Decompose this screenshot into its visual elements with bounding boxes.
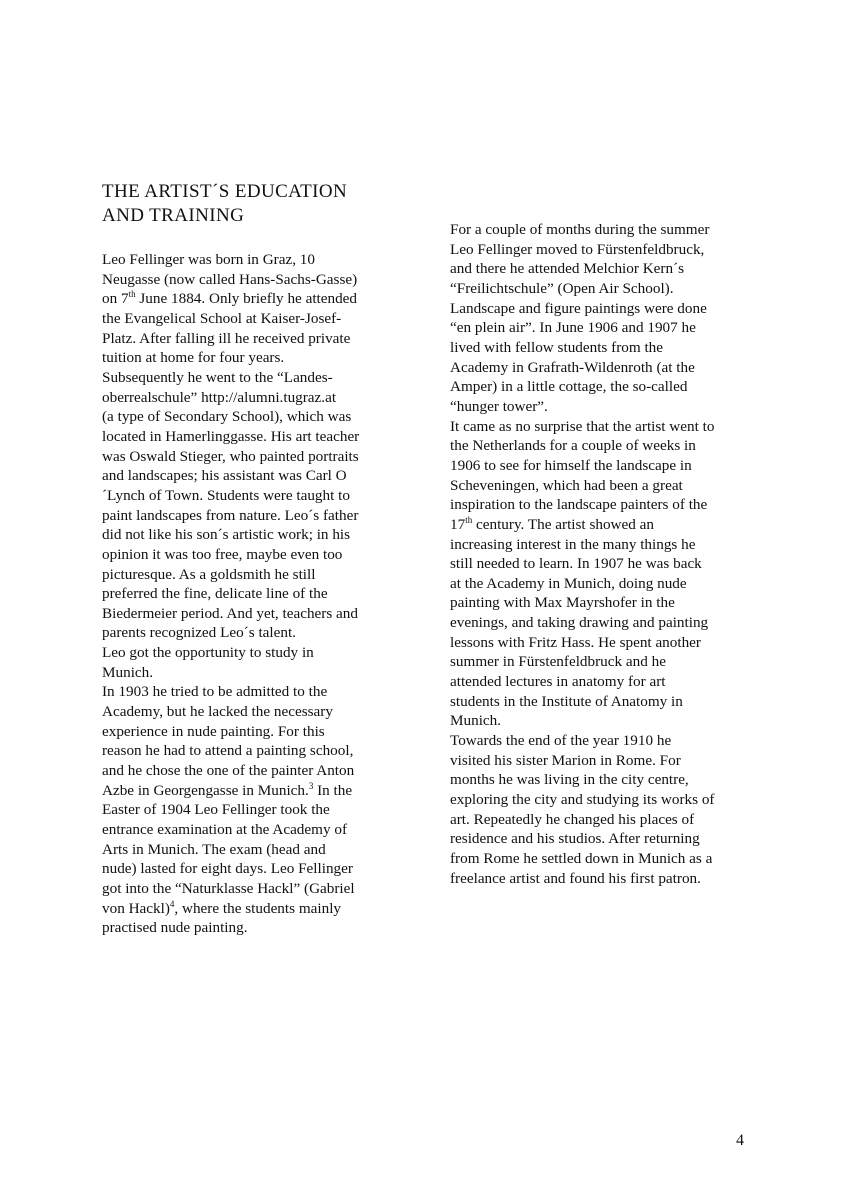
text-run: century. The artist showed an: [472, 515, 654, 533]
text-line: [450, 790, 756, 810]
text-run: Munich.: [450, 712, 502, 730]
text-line: [102, 859, 398, 879]
text-line: [450, 397, 756, 417]
text-run: In the: [313, 781, 353, 799]
text-line: [450, 299, 756, 319]
text-run: the Evangelical School at Kaiser-Josef-: [102, 309, 342, 327]
text-line: [450, 318, 756, 338]
text-line: [102, 800, 398, 820]
text-run: freelance artist and found his first patron.: [450, 869, 701, 887]
superscript: 4: [169, 898, 175, 909]
text-line: [102, 663, 398, 683]
text-line: [450, 476, 756, 496]
heading-line: AND TRAINING: [102, 205, 245, 226]
text-run: experience in nude painting. For this: [102, 722, 325, 740]
text-run: got into the “Naturklasse Hackl” (Gabriel: [102, 880, 355, 897]
text-line: [450, 731, 756, 751]
text-run: students in the Institute of Anatomy in: [450, 692, 683, 710]
text-line: [102, 407, 398, 427]
text-run: was Oswald Stieger, who painted portraits: [102, 447, 359, 465]
heading-line: THE ARTIST´S EDUCATION: [102, 181, 348, 202]
text-run: and he chose the one of the painter Anton: [102, 762, 355, 780]
text-run: entrance examination at the Academy of: [102, 821, 348, 839]
text-run: Amper) in a little cottage, the so-called: [450, 378, 688, 396]
text-line: [102, 506, 398, 526]
text-line: [102, 840, 398, 860]
text-line: [450, 593, 756, 613]
text-line: [102, 447, 398, 467]
text-line: [450, 554, 756, 574]
text-run: lessons with Fritz Hass. He spent another: [450, 633, 701, 651]
text-line: [102, 702, 398, 722]
text-run: the Netherlands for a couple of weeks in: [450, 437, 696, 455]
text-run: residence and his studios. After returning: [450, 830, 700, 848]
text-line: [450, 849, 756, 869]
text-line: [450, 711, 756, 731]
text-line: [102, 368, 398, 388]
text-run: exploring the city and studying its works of: [450, 791, 715, 809]
text-run: Landscape and figure paintings were done: [450, 299, 707, 317]
right-text-column: [450, 220, 756, 888]
text-run: von Hackl): [102, 899, 170, 917]
text-run: Munich.: [102, 663, 154, 681]
text-line: [102, 682, 398, 702]
text-run: Neugasse (now called Hans-Sachs-Gasse): [102, 270, 358, 288]
text-line: [102, 918, 398, 938]
text-line: [450, 495, 756, 515]
text-run: attended lectures in anatomy for art: [450, 673, 666, 691]
superscript: th: [465, 514, 473, 525]
text-run: “hunger tower”.: [450, 397, 548, 415]
text-run: Leo Fellinger moved to Fürstenfeldbruck,: [450, 240, 705, 258]
text-run: “en plein air”. In June 1906 and 1907 he: [450, 319, 696, 337]
text-run: (a type of Secondary School), which was: [102, 408, 352, 426]
section-heading: [102, 180, 432, 228]
text-line: [102, 329, 398, 349]
text-line: [102, 820, 398, 840]
text-run: tuition at home for four years.: [102, 349, 285, 367]
text-run: nude) lasted for eight days. Leo Fellinger: [102, 860, 353, 878]
text-run: June 1884. Only briefly he attended: [135, 290, 358, 308]
left-text-column: [102, 250, 398, 938]
text-run: months he was living in the city centre,: [450, 771, 689, 789]
text-line: [450, 672, 756, 692]
text-run: Leo Fellinger was born in Graz, 10: [102, 251, 315, 268]
text-line: [102, 899, 398, 919]
text-line: [102, 565, 398, 585]
text-run: and there he attended Melchior Kern´s: [450, 260, 685, 278]
text-line: [102, 722, 398, 742]
text-line: [450, 751, 756, 771]
text-line: [102, 879, 398, 899]
text-line: [102, 643, 398, 663]
text-run: Leo got the opportunity to study in: [102, 644, 314, 662]
text-run: inspiration to the landscape painters of the: [450, 496, 708, 514]
text-run: “Freilichtschule” (Open Air School).: [450, 279, 674, 297]
superscript: 3: [308, 780, 314, 791]
text-line: [450, 829, 756, 849]
text-line: [102, 525, 398, 545]
text-run: evenings, and taking drawing and painting: [450, 614, 709, 632]
text-line: [450, 417, 756, 437]
text-run: practised nude painting.: [102, 919, 248, 937]
text-run: increasing interest in the many things he: [450, 535, 696, 553]
text-line: [102, 545, 398, 565]
text-line: [450, 770, 756, 790]
text-line: [102, 388, 398, 408]
text-line: [450, 240, 756, 260]
text-run: Azbe in Georgengasse in Munich.: [102, 781, 309, 799]
text-line: [450, 456, 756, 476]
text-line: [450, 574, 756, 594]
superscript: th: [128, 289, 136, 300]
text-run: picturesque. As a goldsmith he still: [102, 565, 316, 583]
text-line: [450, 338, 756, 358]
text-run: located in Hamerlinggasse. His art teacher: [102, 427, 360, 445]
text-run: visited his sister Marion in Rome. For: [450, 751, 681, 769]
text-run: art. Repeatedly he changed his places of: [450, 810, 695, 828]
text-line: [450, 220, 756, 240]
text-run: For a couple of months during the summer: [450, 221, 710, 238]
text-run: Arts in Munich. The exam (head and: [102, 840, 326, 858]
text-line: [102, 604, 398, 624]
text-line: [450, 692, 756, 712]
text-run: Academy, but he lacked the necessary: [102, 703, 333, 721]
text-run: painting with Max Mayrshofer in the: [450, 594, 675, 612]
text-run: opinion it was too free, maybe even too: [102, 545, 343, 563]
text-run: summer in Fürstenfeldbruck and he: [450, 653, 666, 671]
text-line: [450, 279, 756, 299]
text-line: [450, 377, 756, 397]
text-line: [450, 535, 756, 555]
text-run: Subsequently he went to the “Landes-: [102, 368, 333, 386]
text-line: [450, 259, 756, 279]
text-line: [102, 348, 398, 368]
text-run: , where the students mainly: [174, 899, 342, 917]
text-line: [450, 358, 756, 378]
text-line: [450, 436, 756, 456]
text-run: Platz. After falling ill he received private: [102, 329, 351, 347]
text-run: parents recognized Leo´s talent.: [102, 624, 296, 642]
text-run: ´Lynch of Town. Students were taught to: [102, 486, 350, 504]
text-line: [102, 250, 398, 270]
text-line: [450, 633, 756, 653]
text-run: reason he had to attend a painting school,: [102, 742, 354, 760]
text-line: [102, 289, 398, 309]
text-run: oberrealschule” http://alumni.tugraz.at: [102, 388, 337, 406]
text-run: at the Academy in Munich, doing nude: [450, 574, 687, 592]
text-line: [102, 270, 398, 290]
text-run: lived with fellow students from the: [450, 338, 664, 356]
text-line: [102, 427, 398, 447]
text-line: [450, 613, 756, 633]
text-run: preferred the fine, delicate line of the: [102, 585, 328, 603]
text-line: [102, 309, 398, 329]
text-run: and landscapes; his assistant was Carl O: [102, 467, 347, 485]
text-run: 17: [450, 515, 466, 533]
text-line: [102, 623, 398, 643]
text-line: [450, 515, 756, 535]
text-line: [102, 761, 398, 781]
text-run: It came as no surprise that the artist went to: [450, 417, 715, 435]
text-run: In 1903 he tried to be admitted to the: [102, 683, 328, 701]
text-run: Towards the end of the year 1910 he: [450, 732, 672, 750]
text-run: Biedermeier period. And yet, teachers and: [102, 604, 358, 622]
text-line: [102, 741, 398, 761]
text-run: paint landscapes from nature. Leo´s father: [102, 506, 359, 524]
text-line: [102, 584, 398, 604]
text-line: [102, 781, 398, 801]
text-run: did not like his son´s artistic work; in his: [102, 526, 351, 544]
text-line: [450, 652, 756, 672]
text-run: Academy in Grafrath-Wildenroth (at the: [450, 358, 695, 376]
text-run: from Rome he settled down in Munich as a: [450, 850, 713, 867]
text-line: [102, 466, 398, 486]
page-number: 4: [736, 1132, 744, 1149]
text-line: [102, 486, 398, 506]
text-run: 1906 to see for himself the landscape in: [450, 456, 692, 474]
text-run: on 7: [102, 290, 129, 308]
text-line: [450, 869, 756, 889]
text-run: Scheveningen, which had been a great: [450, 476, 683, 494]
text-line: [450, 810, 756, 830]
text-run: still needed to learn. In 1907 he was back: [450, 555, 702, 573]
text-run: Easter of 1904 Leo Fellinger took the: [102, 801, 330, 819]
